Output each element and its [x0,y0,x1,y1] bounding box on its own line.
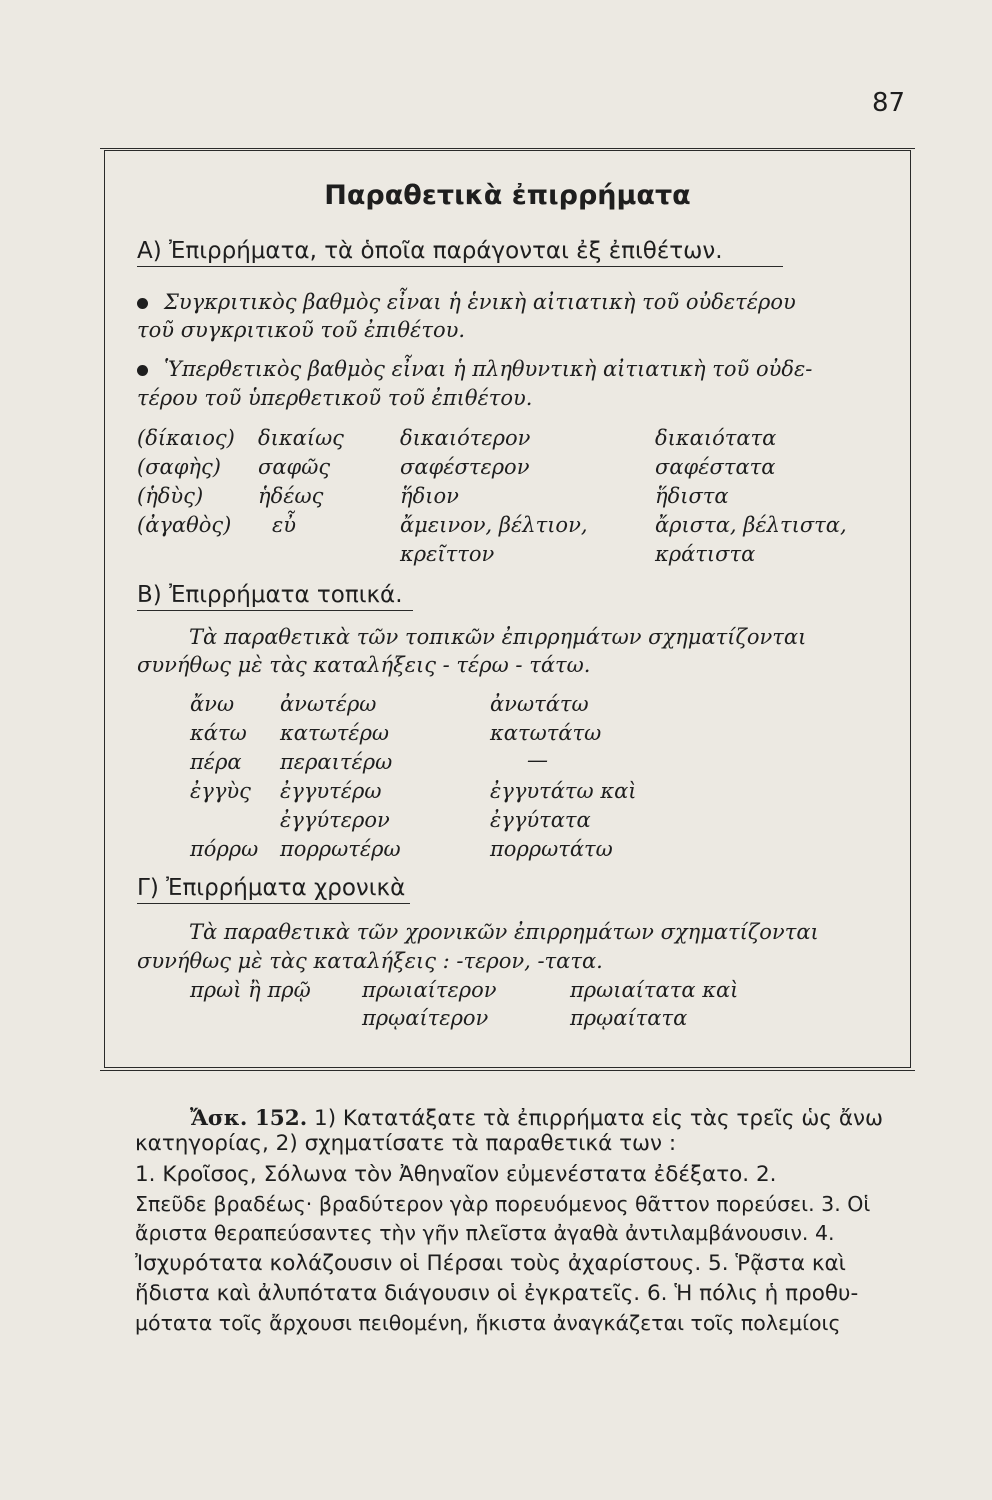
rule1-line2: τοῦ συγκριτικοῦ τοῦ ἐπιθέτου. [137,318,466,342]
table-b-cell: πορρωτάτω [490,837,613,861]
table-a-cell: ἄμεινον, βέλτιον, [400,513,588,537]
table-b-cell: ἐγγυτάτω καὶ [490,779,637,803]
table-b-cell: κατωτέρω [280,721,390,745]
exercise-line-5: ἄριστα θεραπεύσαντες τὴν γῆν πλεῖστα ἀγαθὰ ἀντιλαμβάνουσιν. 4. [135,1221,835,1245]
table-a-cell: δικαίως [258,426,344,450]
table-b-cell: ἐγγυτέρω [280,779,382,803]
section-b-text-line2: συνήθως μὲ τὰς καταλήξεις - τέρω - τάτω. [137,653,591,677]
exercise-line-2: κατηγορίας, 2) σχηματίσατε τὰ παραθετικά των : [135,1131,677,1156]
table-b-cell: πορρωτέρω [280,837,401,861]
table-a-cell: εὖ [272,513,297,537]
bullet-icon [137,365,148,376]
exercise-line-1 [190,1106,883,1131]
exercise-line-4: Σπεῦδε βραδέως· βραδύτερον γὰρ πορευόμενος θᾶττον πορεύσει. 3. Οἱ [135,1192,871,1216]
exercise-line-3: 1. Κροῖσος, Σόλωνα τὸν Ἀθηναῖον εὐμενέστατα ἐδέξατο. 2. [135,1162,777,1187]
table-b-cell: κατωτάτω [490,721,602,745]
section-c-heading: Γ) Ἐπιρρήματα χρονικὰ [137,875,410,904]
table-c-cell: πρῳαίτατα [570,1006,688,1030]
table-b-cell: ἐγγύτατα [490,808,591,832]
section-b-heading: Β) Ἐπιρρήματα τοπικά. [137,582,413,611]
table-c-cell: πρωὶ ἢ πρῷ [190,978,311,1002]
exercise-line-6: Ἰσχυρότατα κολάζουσιν οἱ Πέρσαι τοὺς ἀχαρίστους. 5. Ῥᾷστα καὶ [135,1251,846,1276]
exercise-line-7: ἥδιστα καὶ ἀλυπότατα διάγουσιν οἱ ἐγκρατεῖς. 6. Ἡ πόλις ἡ προθυ- [135,1281,859,1306]
rule1-line1: Συγκριτικὸς βαθμὸς εἶναι ἡ ἑνικὴ αἰτιατικὴ τοῦ οὐδετέρου [164,290,796,314]
rule-superlative [137,357,812,381]
box-title: Παραθετικὰ ἐπιρρήματα [324,180,691,211]
table-c-cell: πρωιαίτερον [362,978,497,1002]
section-a-heading: Α) Ἐπιρρήματα, τὰ ὁποῖα παράγονται ἐξ ἐπιθέτων. [137,238,783,267]
table-b-cell: πόρρω [190,837,259,861]
section-c-text-line2: συνήθως μὲ τὰς καταλήξεις : -τερον, -τατα. [137,949,603,973]
table-b-dash: — [527,748,548,772]
table-c-cell: πρωιαίτατα καὶ [570,978,739,1002]
rule2-line1: Ὑπερθετικὸς βαθμὸς εἶναι ἡ πληθυντικὴ αἰτιατικὴ τοῦ οὐδε- [164,357,813,381]
table-a-cell: ἄριστα, βέλτιστα, [655,513,847,537]
rule-comparative [137,290,796,314]
table-b-cell: κάτω [190,721,247,745]
table-a-cell: ἥδιστα [655,484,729,508]
table-c-cell: πρῳαίτερον [362,1006,489,1030]
table-b-cell: πέρα [190,750,242,774]
table-a-cell: σαφέστερον [400,455,530,479]
table-b-cell: ἐγγὺς [190,779,251,803]
table-a-row: (ἡδὺς) [137,484,204,508]
table-a-cell: κρεῖττον [400,542,495,566]
table-a-cell: δικαιότατα [655,426,777,450]
table-b-cell: ἐγγύτερον [280,808,390,832]
section-b-text-line1: Τὰ παραθετικὰ τῶν τοπικῶν ἐπιρρημάτων σχηματίζονται [189,625,807,649]
exercise-line1-text: 1) Κατατάξατε τὰ ἐπιρρήματα εἰς τὰς τρεῖς ὡς ἄνω [314,1106,884,1131]
top-rule [100,148,915,149]
bottom-rule [100,1070,915,1071]
bullet-icon [137,298,148,309]
table-b-cell: περαιτέρω [280,750,393,774]
table-a-cell: ἥδιον [400,484,459,508]
exercise-line-8: μότατα τοῖς ἄρχουσι πειθομένη, ἥκιστα ἀναγκάζεται τοῖς πολεμίοις [135,1311,841,1335]
exercise-label: Ἄσκ. 152. [190,1106,308,1131]
rule2-line2: τέρου τοῦ ὑπερθετικοῦ τοῦ ἐπιθέτου. [137,386,533,410]
page-number: 87 [872,88,906,118]
table-b-cell: ἀνωτάτω [490,692,589,716]
table-a-cell: ἡδέως [258,484,324,508]
table-a-row: (ἀγαθὸς) [137,513,232,537]
table-a-cell: σαφῶς [258,455,331,479]
table-a-row: (σαφὴς) [137,455,221,479]
table-b-cell: ἀνωτέρω [280,692,377,716]
table-b-cell: ἄνω [190,692,235,716]
table-a-cell: δικαιότερον [400,426,531,450]
table-a-cell: κράτιστα [655,542,756,566]
table-a-row: (δίκαιος) [137,426,235,450]
section-c-text-line1: Τὰ παραθετικὰ τῶν χρονικῶν ἐπιρρημάτων σχηματίζονται [189,920,819,944]
table-a-cell: σαφέστατα [655,455,776,479]
